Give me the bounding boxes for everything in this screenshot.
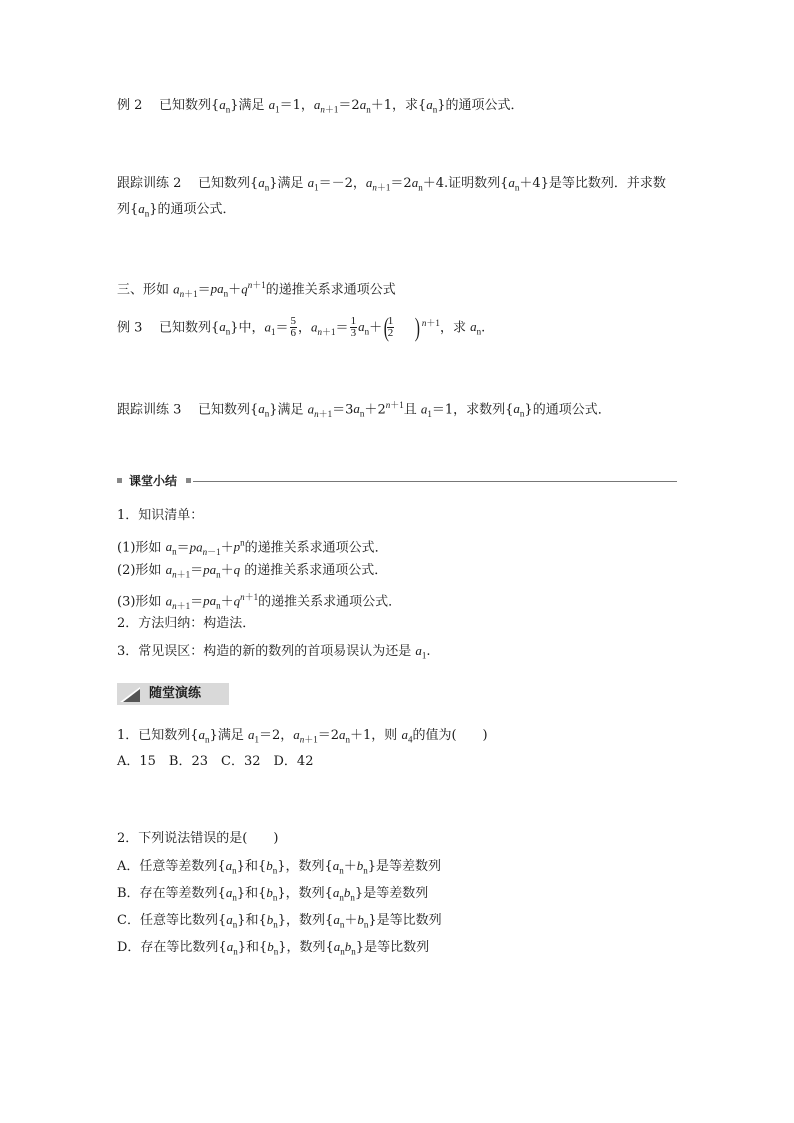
fraction: $\frac{1}{2}$ [387, 315, 394, 340]
summary-item-1-1: (1)形如 $a_n=pa_{n-1}+p^n$的递推关系求通项公式． [117, 538, 388, 557]
question-2-option-c: C．任意等比数列$\{a_n\}$和$\{b_n\}$，数列$\{a_n+b_n\}$是等比数列 [117, 912, 442, 930]
practice-2-line-1: 跟踪训练 2 已知数列$\{a_n\}$满足 $a_1=-2$，$a_{n+1}=2a_n+4$.证明数列$\{a_n+4\}$是等比数列．并求数 [117, 175, 666, 193]
practice-3: 跟踪训练 3 已知数列$\{a_n\}$满足 $a_{n+1}=3a_n+2^{n+1}$且 $a_1=1$，求数列$\{a_n\}$的通项公式． [117, 400, 611, 419]
example-label: 例 3 [117, 320, 143, 336]
fraction: $\frac{5}{6}$ [290, 315, 297, 340]
example-2: 例 2 已知数列$\{a_n\}$满足 $a_1=1$，$a_{n+1}=2a_n+1$，求$\{a_n\}$的通项公式． [117, 97, 524, 115]
pencil-icon [119, 685, 141, 703]
summary-item-2: 2．方法归纳：构造法． [117, 616, 256, 631]
question-2: 2．下列说法错误的是( ) [117, 831, 279, 846]
question-2-option-b: B．存在等差数列$\{a_n\}$和$\{b_n\}$，数列$\{a_nb_n\}$是等差数列 [117, 885, 429, 903]
summary-item-3: 3．常见误区：构造的新的数列的首项易误认为还是 $a_1$. [117, 643, 431, 661]
summary-header [117, 473, 677, 489]
divider [193, 481, 677, 482]
practice-section-header [117, 683, 229, 705]
practice-2-line-2: 列$\{a_n\}$的通项公式． [117, 201, 236, 219]
question-1-options: A．15 B．23 C．32 D．42 [117, 754, 314, 769]
bullet-square-icon [117, 478, 122, 483]
example-label: 例 2 [117, 98, 143, 113]
summary-item-1: 1．知识清单： [117, 508, 204, 523]
question-1: 1．已知数列$\{a_n\}$满足 $a_1=2$，$a_{n+1}=2a_n+1$，则 $a_4$的值为( ) [117, 727, 488, 745]
summary-item-1-2: (2)形如 $a_{n+1}=pa_n+q$ 的递推关系求通项公式． [117, 562, 388, 580]
section-3-heading: 三、形如 $a_{n+1}=pa_n+q^{n+1}$的递推关系求通项公式 [117, 280, 396, 299]
summary-item-1-3: (3)形如 $a_{n+1}=pa_n+q^{n+1}$的递推关系求通项公式． [117, 592, 402, 611]
fraction: $\frac{1}{3}$ [350, 315, 357, 340]
practice-title: 随堂演练 [149, 686, 202, 701]
question-2-option-a: A．任意等差数列$\{a_n\}$和$\{b_n\}$，数列$\{a_n+b_n\}$是等差数列 [117, 858, 442, 876]
question-2-option-d: D．存在等比数列$\{a_n\}$和$\{b_n\}$，数列$\{a_nb_n\}$是等比数列 [117, 939, 430, 957]
example-3: 例 3 已知数列$\{a_n\}$中，$a_1=$ $\frac{5}{6}$ ，$a_{n+1}=$ $\frac{1}{3}$ $a_n+$( $\frac{1}{2}$ ) $^{n+1}$，求 $a_n$. [117, 312, 486, 342]
practice-label: 跟踪训练 3 [117, 402, 182, 418]
practice-label: 跟踪训练 2 [117, 176, 182, 191]
bullet-square-icon [186, 478, 191, 483]
summary-title: 课堂小结 [129, 474, 178, 488]
